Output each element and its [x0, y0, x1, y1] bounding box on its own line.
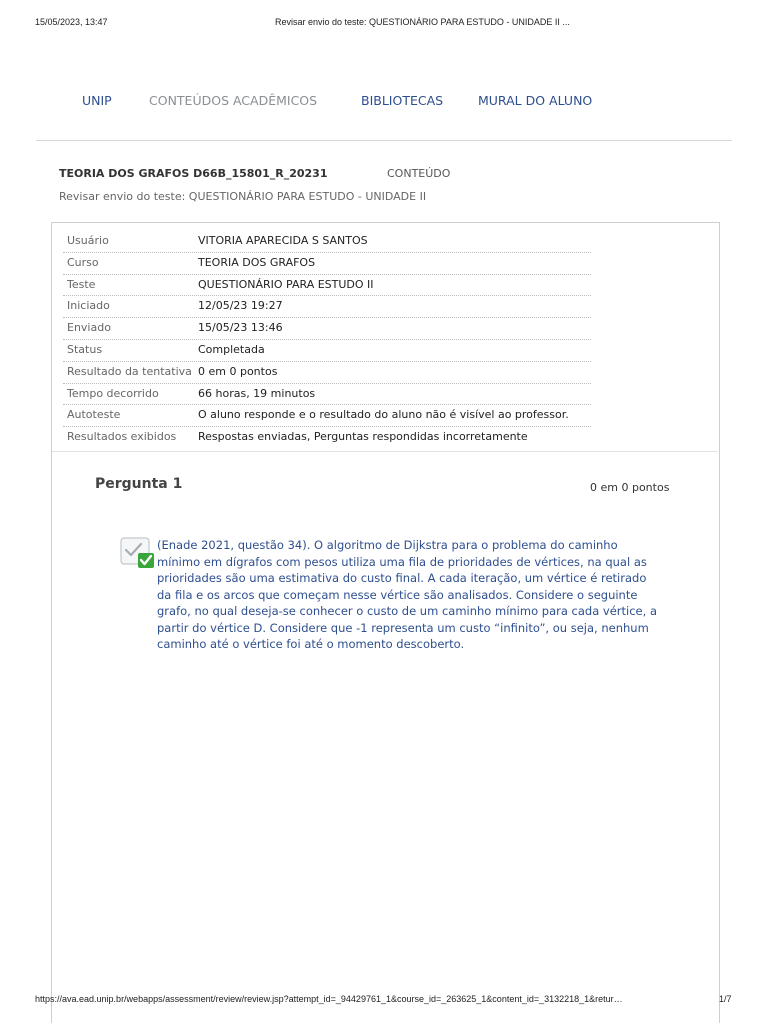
info-label: Tempo decorrido — [67, 386, 159, 400]
question-points: 0 em 0 pontos — [590, 481, 670, 494]
correct-answer-check-icon — [120, 537, 156, 569]
info-value: O aluno responde e o resultado do aluno não é visível ao professor. — [198, 408, 569, 422]
print-title: Revisar envio do teste: QUESTIONÁRIO PARA ESTUDO - UNIDADE II ... — [275, 17, 570, 27]
info-value: VITORIA APARECIDA S SANTOS — [198, 234, 368, 247]
attempt-info-table — [63, 231, 591, 448]
info-row-curso — [63, 253, 591, 275]
nav-item-bibliotecas[interactable]: BIBLIOTECAS — [361, 93, 444, 108]
breadcrumb-content-link[interactable]: CONTEÚDO — [387, 167, 451, 180]
print-datetime: 15/05/2023, 13:47 — [35, 17, 108, 27]
print-url: https://ava.ead.unip.br/webapps/assessment/review/review.jsp?attempt_id=_94429761_1&course_id=_263625_1&content_id=_3132218_1&retur… — [35, 994, 623, 1004]
info-value: Completada — [198, 342, 265, 356]
question-title: Pergunta 1 — [95, 476, 183, 492]
info-label: Status — [67, 342, 103, 356]
nav-item-conteudos-academicos[interactable]: CONTEÚDOS ACADÊMICOS — [149, 93, 318, 108]
print-header — [0, 17, 768, 31]
info-label: Usuário — [67, 234, 109, 247]
question-text: (Enade 2021, questão 34). O algoritmo de Dijkstra para o problema do caminho mínimo em dígrafos com pesos utiliza uma fila de prioridades de vértices, na qual as prioridades são uma estimativa do custo final. A cada iteração, um vértice é retirado da fila e os arcos que começam nesse vértice são analisados. Considere o seguinte grafo, no qual deseja-se conhecer o custo de um caminho mínimo para cada vértice, a partir do vértice D. Considere que -1 representa um custo “infinito”, ou seja, nenhum caminho até o vértice foi até o momento descoberto. — [157, 538, 657, 651]
breadcrumb-course-link[interactable]: TEORIA DOS GRAFOS D66B_15801_R_20231 — [59, 167, 328, 180]
info-row-usuario — [63, 231, 591, 253]
info-label: Iniciado — [67, 299, 110, 313]
nav-divider — [36, 140, 732, 141]
info-row-teste — [63, 275, 591, 297]
info-label: Curso — [67, 255, 99, 269]
nav-item-mural-do-aluno[interactable]: MURAL DO ALUNO — [478, 93, 593, 108]
info-value: 66 horas, 19 minutos — [198, 386, 316, 400]
print-footer — [0, 994, 768, 1008]
info-label: Resultados exibidos — [67, 430, 177, 444]
info-row-resultado — [63, 362, 591, 384]
page-title: Revisar envio do teste: QUESTIONÁRIO PARA ESTUDO - UNIDADE II — [59, 190, 427, 203]
print-page-number: 1/7 — [719, 994, 732, 1004]
nav-item-unip[interactable]: UNIP — [82, 93, 112, 108]
info-row-status — [63, 340, 591, 362]
info-label: Autoteste — [67, 408, 121, 422]
info-value: 12/05/23 19:27 — [198, 299, 283, 313]
info-row-autoteste — [63, 405, 591, 427]
info-value: 15/05/23 13:46 — [198, 321, 283, 335]
info-row-iniciado — [63, 296, 591, 318]
question-divider — [52, 451, 718, 452]
info-value: QUESTIONÁRIO PARA ESTUDO II — [198, 277, 374, 291]
info-label: Resultado da tentativa — [67, 364, 192, 378]
info-value: 0 em 0 pontos — [198, 364, 278, 378]
info-row-tempo — [63, 384, 591, 406]
info-row-enviado — [63, 318, 591, 340]
info-value: Respostas enviadas, Perguntas respondidas incorretamente — [198, 430, 528, 444]
info-label: Teste — [67, 277, 96, 291]
info-row-resultados-exibidos — [63, 427, 591, 448]
info-value: TEORIA DOS GRAFOS — [198, 255, 316, 269]
top-navigation — [0, 93, 768, 113]
info-label: Enviado — [67, 321, 111, 335]
